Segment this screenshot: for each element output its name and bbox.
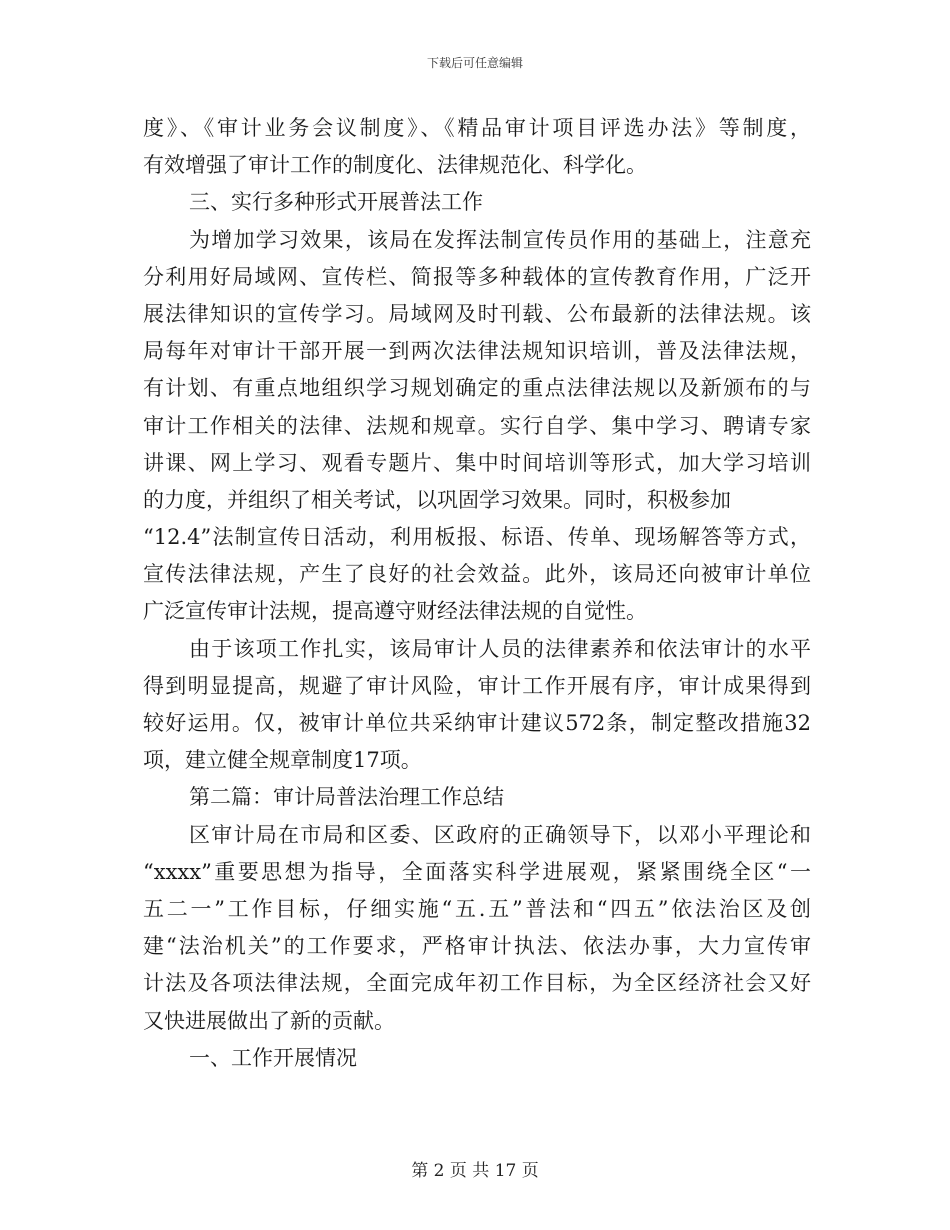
text-line: 建“法治机关”的工作要求，严格审计执法、依法办事，大力宣传审 — [143, 934, 811, 959]
text-line: 五二一”工作目标，仔细实施“五.五”普法和“四五”依法治区及创 — [143, 896, 811, 921]
text-line: 项，建立健全规章制度17项。 — [143, 748, 422, 773]
text-line: 宣传法律法规，产生了良好的社会效益。此外，该局还向被审计单位 — [143, 562, 811, 587]
text-line: 由于该项工作扎实，该局审计人员的法律素养和依法审计的水平 — [189, 636, 811, 661]
text-line: 又快进展做出了新的贡献。 — [143, 1008, 395, 1033]
text-line: 区审计局在市局和区委、区政府的正确领导下，以邓小平理论和 — [189, 822, 811, 847]
text-line: 有计划、有重点地组织学习规划确定的重点法律法规以及新颁布的与 — [143, 376, 811, 401]
page-header: 下载后可任意编辑 — [426, 56, 523, 70]
page-footer: 第 2 页 共 17 页 — [411, 1161, 539, 1181]
text-line: 为增加学习效果，该局在发挥法制宣传员作用的基础上，注意充 — [189, 227, 811, 252]
text-line: 三、实行多种形式开展普法工作 — [189, 190, 483, 215]
text-line: 讲课、网上学习、观看专题片、集中时间培训等形式，加大学习培训 — [143, 450, 811, 475]
document-body — [143, 110, 811, 1077]
text-line: 较好运用。仅，被审计单位共采纳审计建议572条，制定整改措施32 — [143, 711, 811, 735]
text-line: 有效增强了审计工作的制度化、法律规范化、科学化。 — [143, 153, 647, 178]
text-line: 广泛宣传审计法规，提高遵守财经法律法规的自觉性。 — [143, 599, 647, 624]
text-line: 分利用好局域网、宣传栏、简报等多种载体的宣传教育作用，广泛开 — [143, 264, 811, 289]
text-line: 第二篇：审计局普法治理工作总结 — [189, 785, 504, 810]
text-line: 一、工作开展情况 — [189, 1045, 357, 1070]
text-line: 的力度，并组织了相关考试，以巩固学习效果。同时，积极参加 — [143, 487, 731, 512]
text-line: 计法及各项法律法规，全面完成年初工作目标，为全区经济社会又好 — [143, 971, 811, 996]
text-line: 局每年对审计干部开展一到两次法律法规知识培训，普及法律法规， — [143, 339, 811, 364]
text-line: 度》、《审计业务会议制度》、《精品审计项目评选办法》等制度， — [143, 116, 811, 140]
text-line: 展法律知识的宣传学习。局域网及时刊载、公布最新的法律法规。该 — [143, 301, 811, 326]
text-line: 审计工作相关的法律、法规和规章。实行自学、集中学习、聘请专家 — [143, 413, 811, 438]
text-line: “xxxx”重要思想为指导，全面落实科学进展观，紧紧围绕全区“一 — [143, 859, 811, 884]
text-line: “12.4”法制宣传日活动，利用板报、标语、传单、现场解答等方式， — [143, 525, 811, 550]
text-line: 得到明显提高，规避了审计风险，审计工作开展有序，审计成果得到 — [143, 673, 811, 698]
